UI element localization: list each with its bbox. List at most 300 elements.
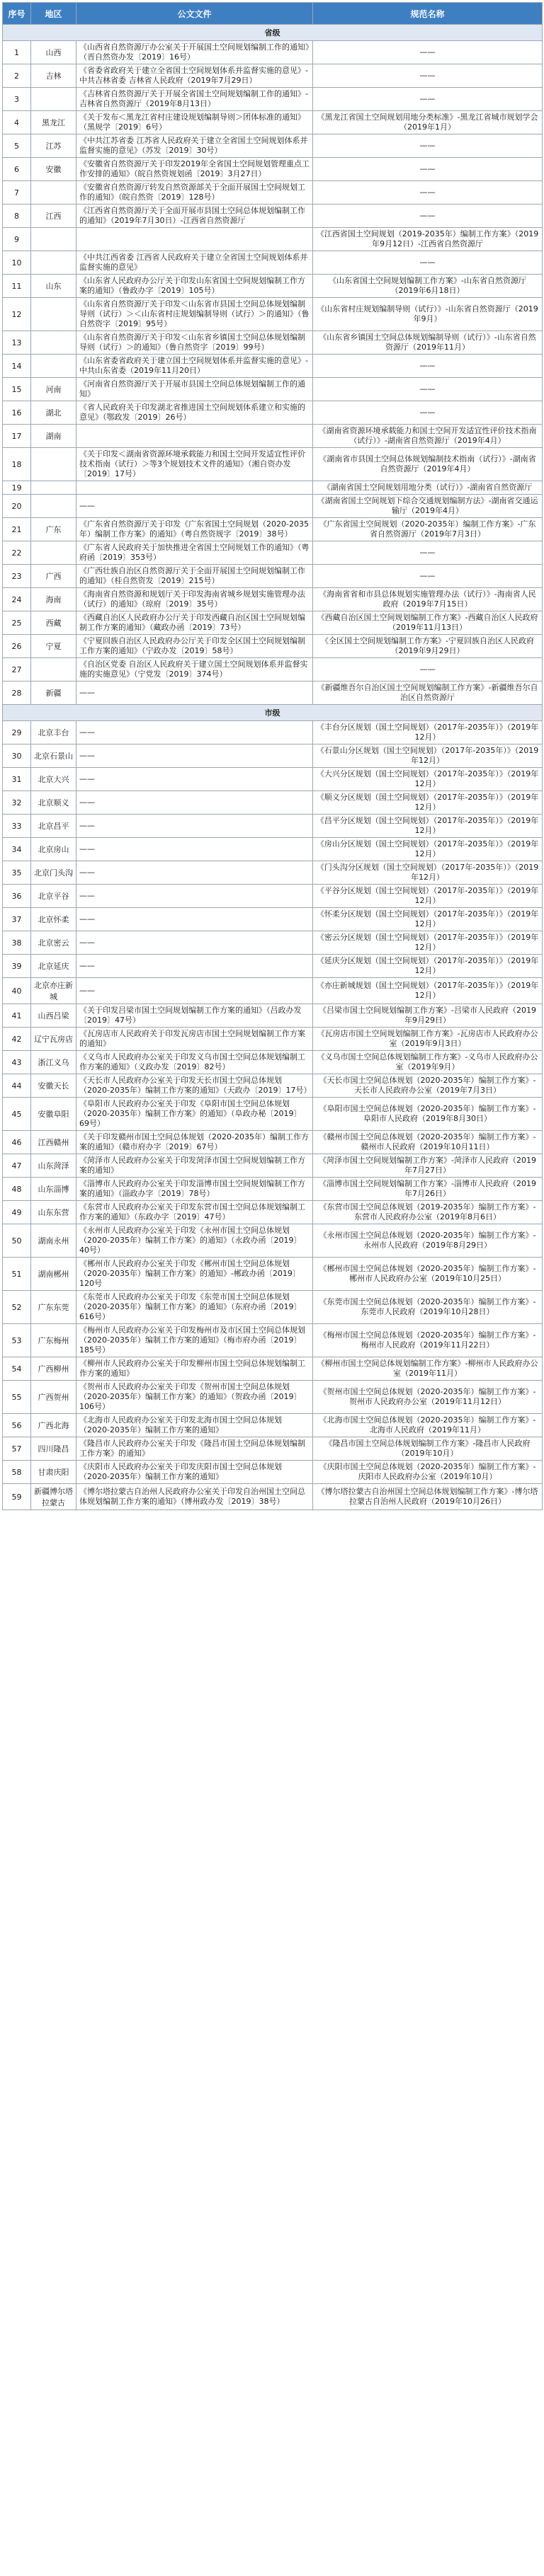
row-seq: 53: [3, 1324, 31, 1357]
row-plan-name: 《菏泽市国土空间规划编制工作方案》-菏泽市人民政府（2019年7月27日）: [313, 1154, 543, 1178]
table-row: [3, 425, 543, 448]
row-document: ——: [76, 815, 313, 838]
row-document: 《山东省自然资源厅关于印发＜山东省乡镇国土空间总体规划编制导则（试行）＞的通知》（鲁自然资字〔2019〕99号）: [76, 331, 313, 355]
row-seq: 49: [3, 1201, 31, 1224]
table-row: [3, 1437, 543, 1461]
row-plan-name: 《全区国土空间规划编制工作方案》-宁夏回族自治区人民政府（2019年9月29日）: [313, 635, 543, 658]
table-row: [3, 41, 543, 64]
row-seq: 35: [3, 861, 31, 885]
table-row: [3, 978, 543, 1004]
row-plan-name: 《湖南省资源环境承载能力和国土空间开发适宜性评价技术指南（试行）》-湖南省自然资源厅（2019年4月）: [313, 425, 543, 448]
row-document: 《广东省人民政府关于加快推进全省国土空间规划工作的通知》（粤府函〔2019〕353号）: [76, 541, 313, 565]
table-row: [3, 1074, 543, 1098]
row-seq: 33: [3, 815, 31, 838]
table-row: [3, 1414, 543, 1437]
section-row-provincial: [3, 25, 543, 41]
table-row: [3, 1258, 543, 1291]
row-seq: 5: [3, 134, 31, 158]
row-region: 山东菏泽: [31, 1154, 76, 1178]
row-plan-name: 《石景山分区规划（国土空间规划）（2017年-2035年）》（2019年12月）: [313, 744, 543, 768]
row-document: 《山东省自然资源厅关于印发＜山东省市县国土空间总体规划编制导则（试行）＞＜山东省村庄规划编制导则（试行）＞的通知》（鲁自然资字〔2019〕95号）: [76, 298, 313, 331]
table-row: [3, 1028, 543, 1051]
row-plan-name: 《瓦房店市国土空间规划编制工作方案》-瓦房店市人民政府办公室（2019年9月3日）: [313, 1028, 543, 1051]
row-plan-name: 《顺义分区规划（国土空间规划）（2017年-2035年）》（2019年12月）: [313, 791, 543, 815]
row-region: 北京平谷: [31, 885, 76, 908]
row-document: ——: [76, 838, 313, 861]
row-seq: 14: [3, 355, 31, 378]
row-plan-name: 《大兴分区规划（国土空间规划）（2017年-2035年）》（2019年12月）: [313, 768, 543, 791]
row-plan-name: 《房山分区规划（国土空间规划）（2017年-2035年）》（2019年12月）: [313, 838, 543, 861]
row-document: 《海南省自然资源和规划厅关于印发海南省城乡规划实施管理办法（试行）的通知》（琼府〔2019〕35号）: [76, 588, 313, 611]
row-seq: 7: [3, 181, 31, 205]
header-seq: 序号: [3, 3, 31, 25]
row-document: 《中共江苏省委 江苏省人民政府关于建立全省国土空间规划体系并监督实施的意见》（苏发〔2019〕30号）: [76, 134, 313, 158]
table-row: [3, 768, 543, 791]
row-seq: 6: [3, 158, 31, 181]
row-document: [76, 228, 313, 251]
row-region: 河南: [31, 378, 76, 401]
row-region: 北京昌平: [31, 815, 76, 838]
row-document: 《关于发布＜黑龙江省村庄建设规划编制导则＞团体标准的通知》（黑规学〔2019〕6号）: [76, 111, 313, 134]
table-row: [3, 158, 543, 181]
row-region: 广东: [31, 518, 76, 541]
row-region: 湖北: [31, 401, 76, 425]
row-plan-name: ——: [313, 565, 543, 588]
row-plan-name: ——: [313, 205, 543, 228]
table-row: [3, 1098, 543, 1131]
row-seq: 29: [3, 721, 31, 744]
row-seq: 19: [3, 481, 31, 495]
table-body: [3, 25, 543, 1510]
row-seq: 26: [3, 635, 31, 658]
row-document: 《东营市人民政府办公室关于印发东营市国土空间总体规划编制工作方案的通知》（东政办字〔2019〕47号）: [76, 1201, 313, 1224]
row-region: 北京丰台: [31, 721, 76, 744]
row-region: 江西: [31, 205, 76, 228]
row-plan-name: 《山东省乡镇国土空间总体规划编制导则（试行）》-山东省自然资源厅（2019年11月）: [313, 331, 543, 355]
table-row: [3, 838, 543, 861]
row-region: 广东梅州: [31, 1324, 76, 1357]
row-plan-name: 《博尔塔拉蒙古自治州国土空间总体规划编制工作方案》-博尔塔拉蒙古自治州人民政府（2019年10月26日）: [313, 1484, 543, 1510]
row-document: ——: [76, 978, 313, 1004]
row-document: 《山东省委省政府关于建立国土空间规划体系并监督实施的意见》-中共山东省委（2019年11月20日）: [76, 355, 313, 378]
row-document: 《广西壮族自治区自然资源厅关于全面开展国土空间规划编制工作的通知》（桂自然资发〔2019〕215号）: [76, 565, 313, 588]
row-seq: 15: [3, 378, 31, 401]
row-plan-name: ——: [313, 134, 543, 158]
row-region: [31, 495, 76, 518]
table-row: [3, 565, 543, 588]
row-plan-name: 《湖南省市县国土空间总体规划编制技术指南（试行）》-湖南省自然资源厅（2019年4月）: [313, 448, 543, 481]
row-plan-name: ——: [313, 378, 543, 401]
row-plan-name: 《怀柔分区规划（国土空间规划）（2017年-2035年）》（2019年12月）: [313, 908, 543, 931]
row-seq: 41: [3, 1004, 31, 1028]
row-region: 湖南: [31, 425, 76, 448]
row-region: [31, 251, 76, 275]
table-row: [3, 378, 543, 401]
row-region: 山东淄博: [31, 1178, 76, 1201]
row-document: [76, 481, 313, 495]
row-document: 《山东省人民政府办公厅关于印发山东省国土空间规划编制工作方案的通知》（鲁政办字〔2019〕105号）: [76, 275, 313, 298]
table-row: [3, 181, 543, 205]
table-row: [3, 1461, 543, 1484]
row-seq: 34: [3, 838, 31, 861]
row-plan-name: 《湖南省国土空间规划用地分类（试行）》-湖南省自然资源厅: [313, 481, 543, 495]
row-region: [31, 541, 76, 565]
row-plan-name: 《门头沟分区规划（国土空间规划）（2017年-2035年）》（2019年12月）: [313, 861, 543, 885]
row-document: 《河南省自然资源厅关于开展市县国土空间总体规划编制工作的通知》: [76, 378, 313, 401]
row-seq: 10: [3, 251, 31, 275]
table-row: [3, 1357, 543, 1381]
row-region: 新疆: [31, 682, 76, 705]
row-region: 山东: [31, 275, 76, 298]
table-row: [3, 1381, 543, 1414]
table-row: [3, 885, 543, 908]
row-document: 《北海市人民政府办公室关于印发北海市国土空间总体规划（2020-2035年）编制工作方案的通知》: [76, 1414, 313, 1437]
table-row: [3, 64, 543, 88]
row-plan-name: 《黑龙江省国土空间规划用地分类标准》-黑龙江省城市规划学会（2019年1月）: [313, 111, 543, 134]
row-plan-name: 《庆阳市国土空间总体规划（2020-2035年）编制工作方案》-庆阳市人民政府办公室（2019年10月）: [313, 1461, 543, 1484]
row-region: 安徽阜阳: [31, 1098, 76, 1131]
row-region: 辽宁瓦房店: [31, 1028, 76, 1051]
row-plan-name: 《淄博市国土空间规划编制工作方案》-淄博市人民政府（2019年7月26日）: [313, 1178, 543, 1201]
row-plan-name: ——: [313, 64, 543, 88]
table-row: [3, 791, 543, 815]
row-region: 北京大兴: [31, 768, 76, 791]
row-seq: 13: [3, 331, 31, 355]
row-document: 《庆阳市人民政府办公室关于印发庆阳市国土空间总体规划（2020-2035年）编制工作方案的通知》: [76, 1461, 313, 1484]
table-row: [3, 1178, 543, 1201]
row-seq: 59: [3, 1484, 31, 1510]
row-document: ——: [76, 861, 313, 885]
row-region: 宁夏: [31, 635, 76, 658]
row-seq: 8: [3, 205, 31, 228]
row-region: 新疆博尔塔拉蒙古: [31, 1484, 76, 1510]
row-seq: 40: [3, 978, 31, 1004]
row-region: 北京延庆: [31, 955, 76, 978]
row-region: [31, 228, 76, 251]
table-row: [3, 331, 543, 355]
row-seq: 42: [3, 1028, 31, 1051]
table-row: [3, 721, 543, 744]
row-seq: 21: [3, 518, 31, 541]
row-plan-name: ——: [313, 541, 543, 565]
row-region: 北京怀柔: [31, 908, 76, 931]
row-seq: 28: [3, 682, 31, 705]
row-seq: 43: [3, 1051, 31, 1074]
header-region: 地区: [31, 3, 76, 25]
row-region: 北京亦庄新城: [31, 978, 76, 1004]
table-row: [3, 861, 543, 885]
row-region: 广东东莞: [31, 1291, 76, 1324]
row-seq: 58: [3, 1461, 31, 1484]
row-document: ——: [76, 768, 313, 791]
row-region: 湖南永州: [31, 1224, 76, 1258]
row-document: 《安徽省自然资源厅转发自然资源部关于全面开展国土空间规划工作的通知》（皖自然资〔2019〕128号）: [76, 181, 313, 205]
row-document: 《安徽省自然资源厅关于印发2019年全省国土空间规划管理重点工作安排的通知》（皖自然资规划函〔2019〕3月27日）: [76, 158, 313, 181]
row-seq: 44: [3, 1074, 31, 1098]
table-row: [3, 1291, 543, 1324]
row-plan-name: ——: [313, 158, 543, 181]
table-row: [3, 541, 543, 565]
row-seq: 27: [3, 658, 31, 682]
row-plan-name: 《山东省村庄规划编制导则（试行）》-山东省自然资源厅（2019年9月）: [313, 298, 543, 331]
row-seq: 1: [3, 41, 31, 64]
table-row: [3, 1224, 543, 1258]
row-plan-name: 《郴州市国土空间总体规划（2020-2035年）编制工作方案》-郴州市人民政府办公室（2019年10月25日）: [313, 1258, 543, 1291]
row-seq: 23: [3, 565, 31, 588]
table-header-row: [3, 3, 543, 25]
row-region: 山西吕梁: [31, 1004, 76, 1028]
row-region: 四川隆昌: [31, 1437, 76, 1461]
section-title: 市级: [3, 705, 543, 721]
row-region: 安徽天长: [31, 1074, 76, 1098]
table-row: [3, 448, 543, 481]
row-document: ——: [76, 955, 313, 978]
table-row: [3, 815, 543, 838]
row-region: 北京房山: [31, 838, 76, 861]
row-region: 安徽: [31, 158, 76, 181]
row-document: 《江西省自然资源厅关于全面开展市县国土空间总体规划编制工作的通知》（2019年7月30日）-江西省自然资源厅: [76, 205, 313, 228]
table-row: [3, 481, 543, 495]
row-region: [31, 298, 76, 331]
row-document: 《淄博市人民政府办公室关于印发淄博市国土空间规划编制工作方案的通知》（淄政办字〔2019〕78号）: [76, 1178, 313, 1201]
row-seq: 4: [3, 111, 31, 134]
table-row: [3, 955, 543, 978]
row-seq: 32: [3, 791, 31, 815]
table-row: [3, 355, 543, 378]
row-seq: 38: [3, 931, 31, 955]
row-seq: 36: [3, 885, 31, 908]
row-document: 《阜阳市人民政府办公室关于印发《阜阳市国土空间总体规划（2020-2035年）编制工作方案》的通知》（阜政办秘〔2019〕69号）: [76, 1098, 313, 1131]
row-seq: 16: [3, 401, 31, 425]
table-row: [3, 1004, 543, 1028]
row-document: ——: [76, 682, 313, 705]
row-plan-name: 《天长市国土空间总体规划（2020-2035年）编制工作方案》-天长市人民政府办公室（2019年7月3日）: [313, 1074, 543, 1098]
row-region: 山西: [31, 41, 76, 64]
row-region: 江苏: [31, 134, 76, 158]
row-document: 《郴州市人民政府办公室关于印发《郴州市国土空间总体规划（2020-2035年）编制工作方案》的通知》-郴政办函〔2019〕120号: [76, 1258, 313, 1291]
table-row: [3, 1324, 543, 1357]
row-region: [31, 88, 76, 111]
row-region: 北京门头沟: [31, 861, 76, 885]
row-document: ——: [76, 744, 313, 768]
row-plan-name: 《永州市国土空间总体规划（2020-2035年）编制工作方案》-永州市人民政府（2019年8月29日）: [313, 1224, 543, 1258]
row-seq: 17: [3, 425, 31, 448]
row-seq: 2: [3, 64, 31, 88]
row-region: 广西北海: [31, 1414, 76, 1437]
table-row: [3, 275, 543, 298]
row-plan-name: 《海南省省和市县总体规划实施管理办法（试行）》-海南省人民政府（2019年7月15日）: [313, 588, 543, 611]
row-plan-name: 《广东省国土空间规划（2020-2035年）编制工作方案》-广东省自然资源厅（2019年7月3日）: [313, 518, 543, 541]
row-seq: 47: [3, 1154, 31, 1178]
table-row: [3, 635, 543, 658]
row-document: ——: [76, 931, 313, 955]
row-region: 北京密云: [31, 931, 76, 955]
row-seq: 22: [3, 541, 31, 565]
section-row-municipal: [3, 705, 543, 721]
table-row: [3, 205, 543, 228]
table-row: [3, 88, 543, 111]
row-document: 《天长市人民政府办公室关于印发天长市国土空间总体规划（2020-2035年）编制工作方案的通知》（天政办〔2019〕17号）: [76, 1074, 313, 1098]
row-seq: 57: [3, 1437, 31, 1461]
row-region: 西藏: [31, 611, 76, 635]
row-document: 《广东省自然资源厅关于印发《广东省国土空间规划（2020-2035年）编制工作方案》的通知》（粤自然资规字〔2019〕38号）: [76, 518, 313, 541]
row-document: 《山西省自然资源厅办公室关于开展国土空间规划编制工作的通知》（晋自然资办发〔2019〕16号）: [76, 41, 313, 64]
row-plan-name: ——: [313, 41, 543, 64]
row-region: [31, 355, 76, 378]
row-seq: 25: [3, 611, 31, 635]
row-region: 吉林: [31, 64, 76, 88]
row-document: 《义乌市人民政府办公室关于印发义乌市国土空间总体规划编制工作方案的通知》（义政办发〔2019〕82号）: [76, 1051, 313, 1074]
row-document: 《省人民政府关于印发湖北省推进国土空间规划体系建立和实施的意见》（鄂政发〔2019〕26号）: [76, 401, 313, 425]
table-row: [3, 518, 543, 541]
row-seq: 51: [3, 1258, 31, 1291]
row-region: 甘肃庆阳: [31, 1461, 76, 1484]
table-row: [3, 611, 543, 635]
row-plan-name: 《江西省国土空间规划（2019-2035年）编制工作方案》（2019年9月12日）-江西省自然资源厅: [313, 228, 543, 251]
row-seq: 30: [3, 744, 31, 768]
table-row: [3, 682, 543, 705]
row-document: 《关于印发＜湖南省资源环境承载能力和国土空间开发适宜性评价技术指南（试行）＞等3个规划技术文件的通知》（湘自资办发〔2019〕17号）: [76, 448, 313, 481]
row-region: 湖南郴州: [31, 1258, 76, 1291]
table-row: [3, 228, 543, 251]
row-seq: 56: [3, 1414, 31, 1437]
row-plan-name: 《昌平分区规划（国土空间规划）（2017年-2035年）》（2019年12月）: [313, 815, 543, 838]
table-row: [3, 401, 543, 425]
row-plan-name: 《柳州市国土空间总体规划编制工作方案》-柳州市人民政府办公室（2019年11月）: [313, 1357, 543, 1381]
table-row: [3, 134, 543, 158]
row-seq: 55: [3, 1381, 31, 1414]
row-region: [31, 658, 76, 682]
row-plan-name: 《东莞市国土空间总体规划（2020-2035年）编制工作方案》-东莞市人民政府（2019年10月28日）: [313, 1291, 543, 1324]
row-seq: 18: [3, 448, 31, 481]
table-row: [3, 658, 543, 682]
section-title: 省级: [3, 25, 543, 41]
row-region: 广西贺州: [31, 1381, 76, 1414]
table-row: [3, 1051, 543, 1074]
row-plan-name: 《义乌市国土空间总体规划编制工作方案》-义乌市人民政府办公室（2019年9月）: [313, 1051, 543, 1074]
row-document: 《关于印发吕梁市国土空间规划编制工作方案的通知》（吕政办发〔2019〕47号）: [76, 1004, 313, 1028]
row-document: 《宁夏回族自治区人民政府办公厅关于印发全区国土空间规划编制工作方案的通知》（宁政办发〔2019〕58号）: [76, 635, 313, 658]
row-region: 山东东营: [31, 1201, 76, 1224]
row-plan-name: 《西藏自治区国土空间规划编制工作方案》-西藏自治区人民政府（2019年11月13日）: [313, 611, 543, 635]
row-seq: 52: [3, 1291, 31, 1324]
row-plan-name: ——: [313, 658, 543, 682]
row-plan-name: 《平谷分区规划（国土空间规划）（2017年-2035年）》（2019年12月）: [313, 885, 543, 908]
table-row: [3, 1131, 543, 1154]
row-plan-name: 《新疆维吾尔自治区国土空间规划编制工作方案》-新疆维吾尔自治区自然资源厅: [313, 682, 543, 705]
row-plan-name: 《隆昌市国土空间总体规划编制工作方案》-隆昌市人民政府（2019年10月）: [313, 1437, 543, 1461]
row-document: 《中共江西省委 江西省人民政府关于建立全省国土空间规划体系并监督实施的意见》: [76, 251, 313, 275]
policy-table: [2, 2, 543, 1510]
header-plan-name: 规范名称: [313, 3, 543, 25]
row-region: 广西柳州: [31, 1357, 76, 1381]
row-seq: 24: [3, 588, 31, 611]
table-row: [3, 588, 543, 611]
row-plan-name: 《亦庄新城规划（国土空间规划）（2017年-2035年）》（2019年12月）: [313, 978, 543, 1004]
row-plan-name: 《东营市国土空间总体规划（2019-2035年）编制工作方案》-东营市人民政府办公室（2019年8月6日）: [313, 1201, 543, 1224]
row-document: 《省委省政府关于建立全省国土空间规划体系并监督实施的意见》-中共吉林省委 吉林省人民政府（2019年7月29日）: [76, 64, 313, 88]
row-seq: 20: [3, 495, 31, 518]
row-seq: 9: [3, 228, 31, 251]
policy-table-container: [2, 2, 542, 1510]
row-document: ——: [76, 791, 313, 815]
row-plan-name: 《密云分区规划（国土空间规划）（2017年-2035年）》（2019年12月）: [313, 931, 543, 955]
row-plan-name: 《赣州市国土空间总体规划（2020-2035年）编制工作方案》-赣州市人民政府（2019年10月11日）: [313, 1131, 543, 1154]
header-document: 公文文件: [76, 3, 313, 25]
row-document: 《西藏自治区人民政府办公厅关于印发西藏自治区国土空间规划编制工作方案的通知》（藏政办函〔2019〕73号）: [76, 611, 313, 635]
row-document: 《东莞市人民政府办公室关于印发《东莞市国土空间总体规划（2020-2035年）编制工作方案》的通知》（东府办函〔2019〕616号）: [76, 1291, 313, 1324]
row-document: [76, 425, 313, 448]
row-document: 《博尔塔拉蒙古自治州人民政府办公室关于印发自治州国土空间总体规划编制工作方案的通知》（博州政办发〔2019〕38号）: [76, 1484, 313, 1510]
row-plan-name: 《梅州市国土空间总体规划（2020-2035年）编制工作方案》-梅州市人民政府（2019年11月22日）: [313, 1324, 543, 1357]
row-document: 《隆昌市人民政府办公室关于印发《隆昌市国土空间总体规划编制工作方案》的通知》: [76, 1437, 313, 1461]
row-plan-name: ——: [313, 88, 543, 111]
row-plan-name: 《贺州市国土空间总体规划（2020-2035年）编制工作方案》-贺州市人民政府办公室（2019年11月12日）: [313, 1381, 543, 1414]
row-seq: 31: [3, 768, 31, 791]
row-seq: 37: [3, 908, 31, 931]
row-plan-name: 《山东省国土空间规划编制工作方案》-山东省自然资源厅（2019年6月18日）: [313, 275, 543, 298]
row-document: 《贺州市人民政府办公室关于印发《贺州市国土空间总体规划（2020-2035年）编制工作方案》的通知》（贺政办函〔2019〕106号）: [76, 1381, 313, 1414]
row-plan-name: 《阜阳市国土空间总体规划（2020-2035年）编制工作方案》-阜阳市人民政府（2019年8月30日）: [313, 1098, 543, 1131]
row-document: 《自治区党委 自治区人民政府关于建立国土空间规划体系并监督实施的实施意见》（宁党发〔2019〕374号）: [76, 658, 313, 682]
row-region: 海南: [31, 588, 76, 611]
row-document: 《永州市人民政府办公室关于印发《永州市国土空间总体规划（2020-2035年）编制工作方案》的通知》（永政办函〔2019〕40号）: [76, 1224, 313, 1258]
row-region: 浙江义乌: [31, 1051, 76, 1074]
table-row: [3, 298, 543, 331]
row-document: ——: [76, 495, 313, 518]
row-plan-name: ——: [313, 355, 543, 378]
table-row: [3, 251, 543, 275]
row-plan-name: 《丰台分区规划（国土空间规划）（2017年-2035年）》（2019年12月）: [313, 721, 543, 744]
row-seq: 48: [3, 1178, 31, 1201]
row-plan-name: 《北海市国土空间总体规划（2020-2035年）编制工作方案》-北海市人民政府（2019年11月）: [313, 1414, 543, 1437]
row-region: [31, 481, 76, 495]
table-row: [3, 495, 543, 518]
row-seq: 11: [3, 275, 31, 298]
table-row: [3, 744, 543, 768]
row-seq: 12: [3, 298, 31, 331]
row-seq: 46: [3, 1131, 31, 1154]
row-seq: 50: [3, 1224, 31, 1258]
row-seq: 45: [3, 1098, 31, 1131]
row-seq: 39: [3, 955, 31, 978]
row-document: ——: [76, 721, 313, 744]
row-document: ——: [76, 908, 313, 931]
table-row: [3, 1484, 543, 1510]
row-region: [31, 331, 76, 355]
row-region: [31, 448, 76, 481]
row-plan-name: ——: [313, 251, 543, 275]
row-region: 北京石景山: [31, 744, 76, 768]
row-region: 江西赣州: [31, 1131, 76, 1154]
row-document: 《梅州市人民政府办公室关于印发梅州市及市区国土空间总体规划（2020-2035年）编制工作方案的通知》（梅市府办函〔2019〕185号）: [76, 1324, 313, 1357]
row-plan-name: 《延庆分区规划（国土空间规划）（2017年-2035年）》（2019年12月）: [313, 955, 543, 978]
row-seq: 54: [3, 1357, 31, 1381]
row-plan-name: ——: [313, 401, 543, 425]
table-row: [3, 931, 543, 955]
row-document: 《关于印发赣州市国土空间总体规划（2020-2035年）编制工作方案的通知》（赣市府办字〔2019〕67号）: [76, 1131, 313, 1154]
row-plan-name: 《湖南省国土空间规划下综合交通规划编制方法》-湖南省交通运输厅（2019年4月）: [313, 495, 543, 518]
row-document: 《菏泽市人民政府办公室关于印发菏泽市国土空间规划编制工作方案的通知》: [76, 1154, 313, 1178]
table-row: [3, 1201, 543, 1224]
row-document: ——: [76, 885, 313, 908]
row-region: 北京顺义: [31, 791, 76, 815]
table-row: [3, 908, 543, 931]
row-document: 《瓦房店市人民政府关于印发瓦房店市国土空间规划编制工作方案的通知》: [76, 1028, 313, 1051]
row-plan-name: ——: [313, 181, 543, 205]
row-region: 广西: [31, 565, 76, 588]
table-row: [3, 111, 543, 134]
